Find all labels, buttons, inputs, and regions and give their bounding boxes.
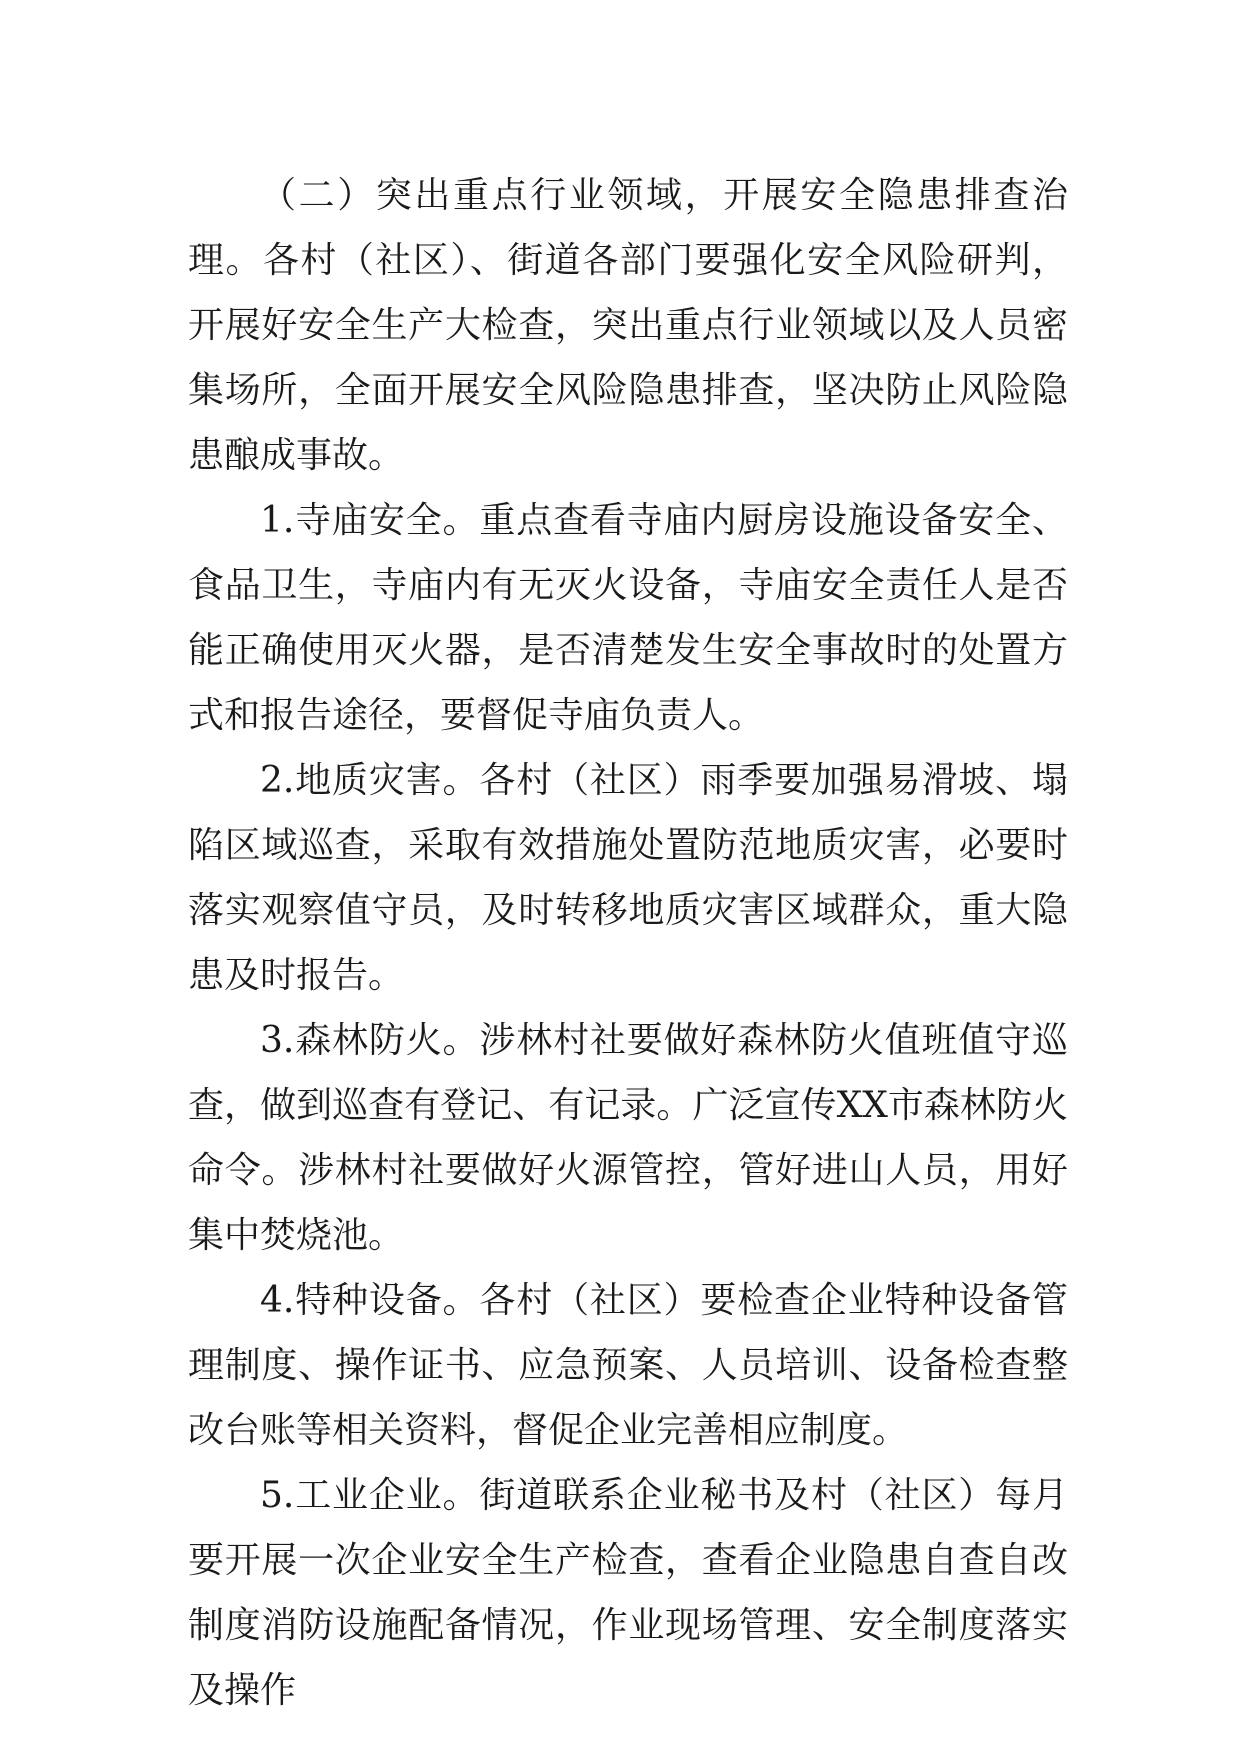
- paragraph-item-geological-hazard: 2.地质灾害。各村（社区）雨季要加强易滑坡、塌陷区域巡查，采取有效措施处置防范地质灾害，必要时落实观察值守员，及时转移地质灾害区域群众，重大隐患及时报告。: [188, 760, 1068, 996]
- paragraph-item-temple-safety: 1.寺庙安全。重点查看寺庙内厨房设施设备安全、食品卫生，寺庙内有无灭火设备，寺庙安全责任人是否能正确使用灭火器，是否清楚发生安全事故时的处置方式和报告途径，要督促寺庙负责人。: [188, 500, 1068, 736]
- paragraph-item-forest-fire: 3.森林防火。涉林村社要做好森林防火值班值守巡查，做到巡查有登记、有记录。广泛宣传XX市森林防火命令。涉林村社要做好火源管控，管好进山人员，用好集中焚烧池。: [188, 1020, 1068, 1256]
- paragraph-item-special-equipment: 4.特种设备。各村（社区）要检查企业特种设备管理制度、操作证书、应急预案、人员培训、设备检查整改台账等相关资料，督促企业完善相应制度。: [188, 1280, 1068, 1451]
- paragraph-section-two: （二）突出重点行业领域，开展安全隐患排查治理。各村（社区）、街道各部门要强化安全风险研判，开展好安全生产大检查，突出重点行业领域以及人员密集场所，全面开展安全风险隐患排查，坚决防止风险隐患酿成事故。: [188, 175, 1068, 476]
- paragraph-item-industrial-enterprise: 5.工业企业。街道联系企业秘书及村（社区）每月要开展一次企业安全生产检查，查看企业隐患自查自改制度消防设施配备情况，作业现场管理、安全制度落实及操作: [188, 1475, 1068, 1711]
- document-body: [188, 163, 1068, 1723]
